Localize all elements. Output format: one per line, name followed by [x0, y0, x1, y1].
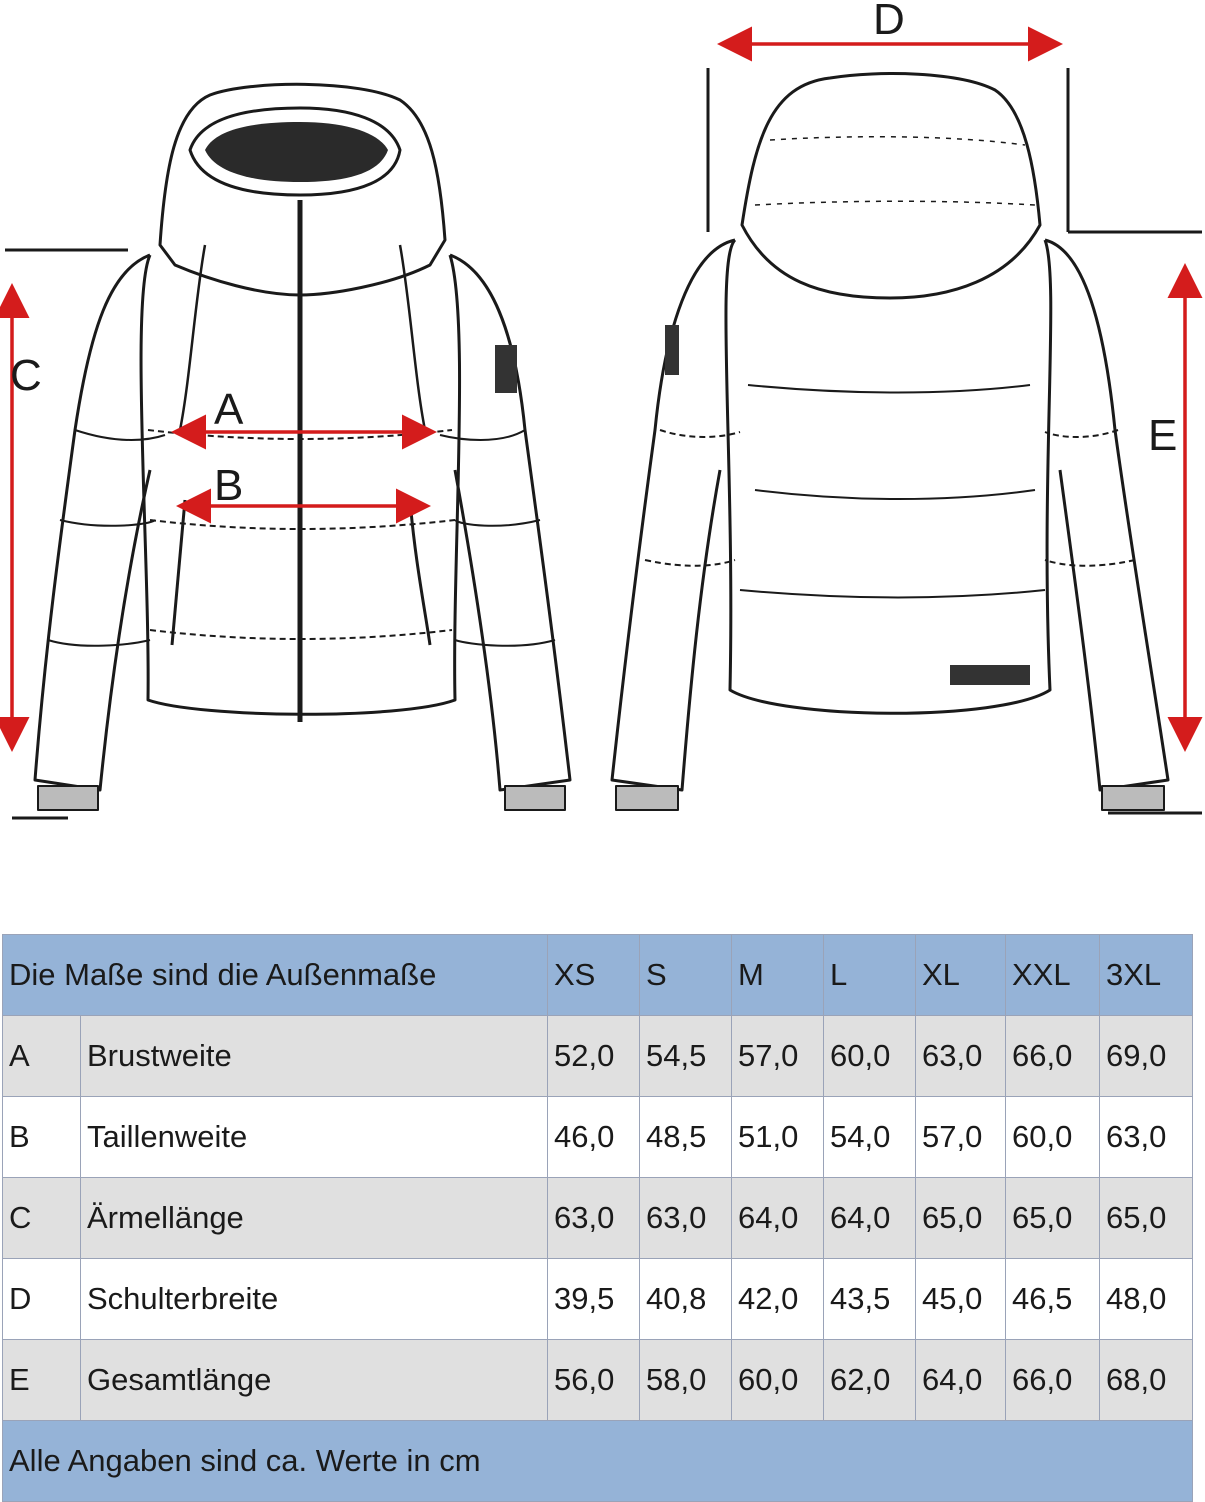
row-value: 57,0: [732, 1016, 824, 1097]
row-value: 58,0: [640, 1340, 732, 1421]
row-value: 45,0: [916, 1259, 1006, 1340]
table-header-row: [3, 935, 1193, 1016]
table-row: [3, 1259, 1193, 1340]
size-header-xl: XL: [916, 935, 1006, 1016]
row-value: 63,0: [548, 1178, 640, 1259]
row-value: 66,0: [1006, 1016, 1100, 1097]
row-value: 68,0: [1100, 1340, 1193, 1421]
row-name: Gesamtlänge: [81, 1340, 548, 1421]
table-footer-note: Alle Angaben sind ca. Werte in cm: [3, 1421, 1193, 1502]
size-header-3xl: 3XL: [1100, 935, 1193, 1016]
row-value: 66,0: [1006, 1340, 1100, 1421]
size-header-xs: XS: [548, 935, 640, 1016]
measurement-arrows: [12, 44, 1185, 745]
label-e: E: [1148, 411, 1178, 460]
row-value: 63,0: [1100, 1097, 1193, 1178]
row-value: 64,0: [732, 1178, 824, 1259]
row-value: 51,0: [732, 1097, 824, 1178]
jacket-front-drawing: [35, 84, 570, 810]
label-d: D: [873, 0, 905, 44]
row-value: 46,0: [548, 1097, 640, 1178]
row-value: 48,5: [640, 1097, 732, 1178]
row-value: 39,5: [548, 1259, 640, 1340]
table-row: [3, 1178, 1193, 1259]
label-b: B: [214, 461, 244, 510]
row-value: 63,0: [916, 1016, 1006, 1097]
row-key: D: [3, 1259, 81, 1340]
row-name: Brustweite: [81, 1016, 548, 1097]
row-name: Taillenweite: [81, 1097, 548, 1178]
row-value: 65,0: [1100, 1178, 1193, 1259]
row-name: Ärmellänge: [81, 1178, 548, 1259]
row-value: 54,0: [824, 1097, 916, 1178]
row-value: 62,0: [824, 1340, 916, 1421]
row-value: 52,0: [548, 1016, 640, 1097]
row-value: 65,0: [1006, 1178, 1100, 1259]
size-chart-table: [2, 934, 1193, 1502]
row-value: 63,0: [640, 1178, 732, 1259]
row-value: 43,5: [824, 1259, 916, 1340]
row-key: B: [3, 1097, 81, 1178]
table-title: Die Maße sind die Außenmaße: [3, 935, 548, 1016]
row-value: 64,0: [916, 1340, 1006, 1421]
table-row: [3, 1016, 1193, 1097]
size-header-s: S: [640, 935, 732, 1016]
row-value: 57,0: [916, 1097, 1006, 1178]
row-name: Schulterbreite: [81, 1259, 548, 1340]
row-value: 40,8: [640, 1259, 732, 1340]
row-value: 42,0: [732, 1259, 824, 1340]
table-row: [3, 1340, 1193, 1421]
table-footer-row: [3, 1421, 1193, 1502]
row-value: 60,0: [732, 1340, 824, 1421]
row-value: 64,0: [824, 1178, 916, 1259]
size-header-m: M: [732, 935, 824, 1016]
row-key: E: [3, 1340, 81, 1421]
table-row: [3, 1097, 1193, 1178]
row-value: 54,5: [640, 1016, 732, 1097]
row-value: 56,0: [548, 1340, 640, 1421]
label-a: A: [214, 385, 244, 434]
reference-lines: [5, 68, 1202, 818]
row-value: 60,0: [824, 1016, 916, 1097]
jacket-back-drawing: [612, 74, 1168, 810]
row-value: 48,0: [1100, 1259, 1193, 1340]
row-value: 65,0: [916, 1178, 1006, 1259]
label-c: C: [10, 351, 42, 400]
row-value: 46,5: [1006, 1259, 1100, 1340]
row-value: 69,0: [1100, 1016, 1193, 1097]
row-value: 60,0: [1006, 1097, 1100, 1178]
size-header-l: L: [824, 935, 916, 1016]
size-header-xxl: XXL: [1006, 935, 1100, 1016]
row-key: A: [3, 1016, 81, 1097]
row-key: C: [3, 1178, 81, 1259]
